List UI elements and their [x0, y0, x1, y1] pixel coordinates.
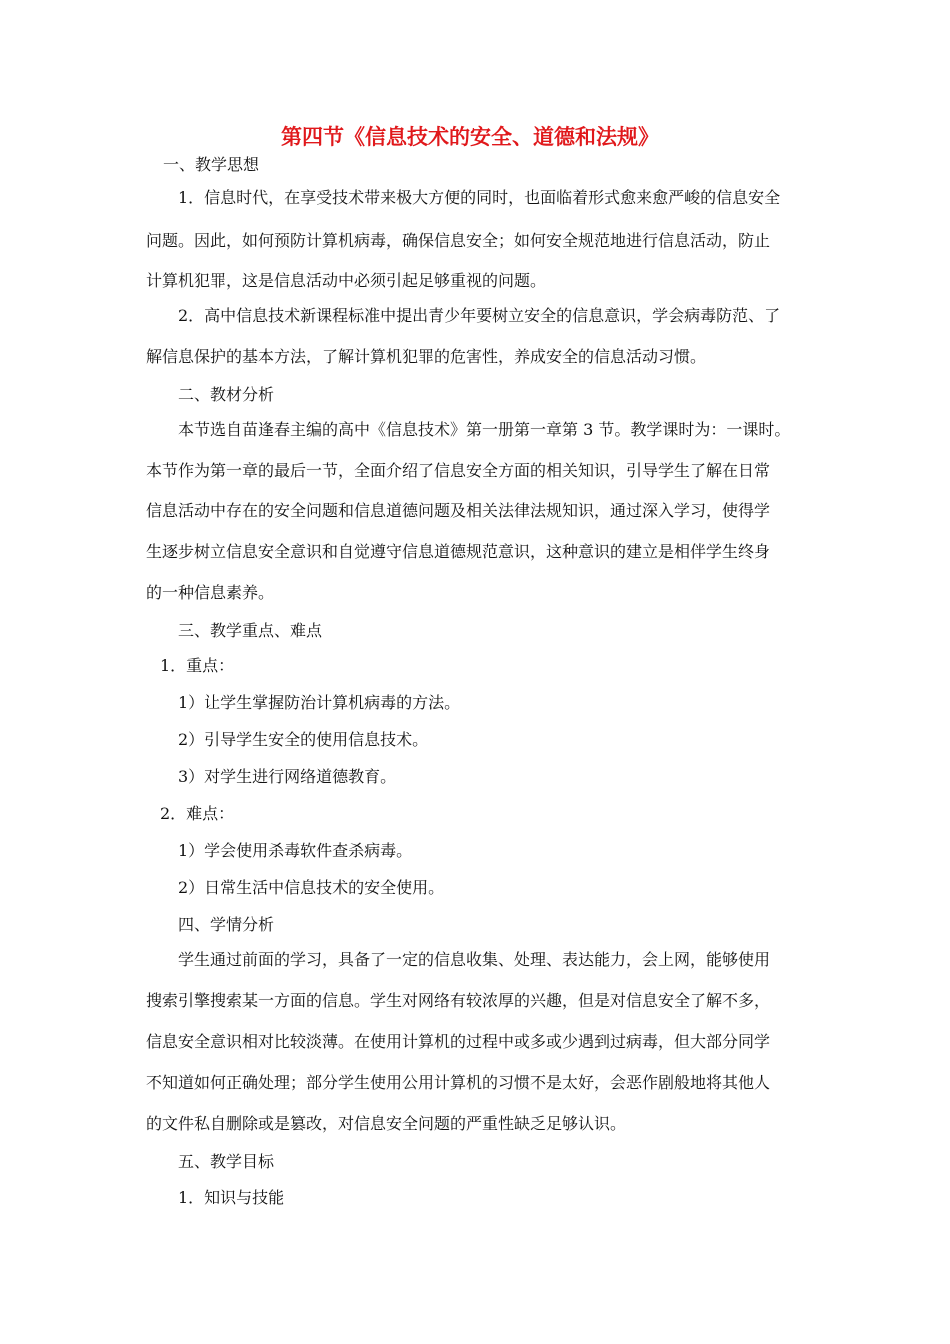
section-heading-student-analysis: 四、学情分析 — [178, 915, 275, 934]
subheading-difficult-points: 2．难点： — [160, 804, 235, 823]
paragraph-line: 1．信息时代，在享受技术带来极大方便的同时，也面临着形式愈来愈严峻的信息安全 — [178, 188, 781, 207]
section-heading-key-points: 三、教学重点、难点 — [178, 621, 323, 640]
paragraph-line: 信息安全意识相对比较淡薄。在使用计算机的过程中或多或少遇到过病毒，但大部分同学 — [146, 1032, 771, 1051]
list-item: 2）日常生活中信息技术的安全使用。 — [178, 878, 445, 897]
list-item: 1）让学生掌握防治计算机病毒的方法。 — [178, 693, 461, 712]
paragraph-line: 本节选自苗逢春主编的高中《信息技术》第一册第一章第 3 节。教学课时为：一课时。 — [178, 420, 791, 439]
section-heading-teaching-idea: 一、教学思想 — [163, 155, 260, 174]
paragraph-line: 不知道如何正确处理；部分学生使用公用计算机的习惯不是太好，会恶作剧般地将其他人 — [146, 1073, 771, 1092]
paragraph-line: 问题。因此，如何预防计算机病毒，确保信息安全；如何安全规范地进行信息活动，防止 — [146, 231, 771, 250]
section-heading-teaching-goals: 五、教学目标 — [178, 1152, 275, 1171]
paragraph-line: 搜索引擎搜索某一方面的信息。学生对网络有较浓厚的兴趣，但是对信息安全了解不多， — [146, 991, 771, 1010]
list-item: 1）学会使用杀毒软件查杀病毒。 — [178, 841, 413, 860]
paragraph-line: 的一种信息素养。 — [146, 583, 275, 602]
section-heading-material-analysis: 二、教材分析 — [178, 385, 275, 404]
subheading-knowledge-skills: 1．知识与技能 — [178, 1188, 285, 1207]
paragraph-line: 信息活动中存在的安全问题和信息道德问题及相关法律法规知识，通过深入学习，使得学 — [146, 501, 771, 520]
paragraph-line: 本节作为第一章的最后一节，全面介绍了信息安全方面的相关知识，引导学生了解在日常 — [146, 461, 771, 480]
subheading-key-points: 1．重点： — [160, 656, 235, 675]
paragraph-line: 解信息保护的基本方法，了解计算机犯罪的危害性，养成安全的信息活动习惯。 — [146, 347, 707, 366]
list-item: 3）对学生进行网络道德教育。 — [178, 767, 397, 786]
paragraph-line: 生逐步树立信息安全意识和自觉遵守信息道德规范意识，这种意识的建立是相伴学生终身 — [146, 542, 771, 561]
paragraph-line: 学生通过前面的学习，具备了一定的信息收集、处理、表达能力，会上网，能够使用 — [178, 950, 771, 969]
paragraph-line: 的文件私自删除或是篡改，对信息安全问题的严重性缺乏足够认识。 — [146, 1114, 627, 1133]
paragraph-line: 2．高中信息技术新课程标准中提出青少年要树立安全的信息意识，学会病毒防范、了 — [178, 306, 781, 325]
document-title: 第四节《信息技术的安全、道德和法规》 — [281, 124, 659, 149]
list-item: 2）引导学生安全的使用信息技术。 — [178, 730, 429, 749]
paragraph-line: 计算机犯罪，这是信息活动中必须引起足够重视的问题。 — [146, 271, 547, 290]
